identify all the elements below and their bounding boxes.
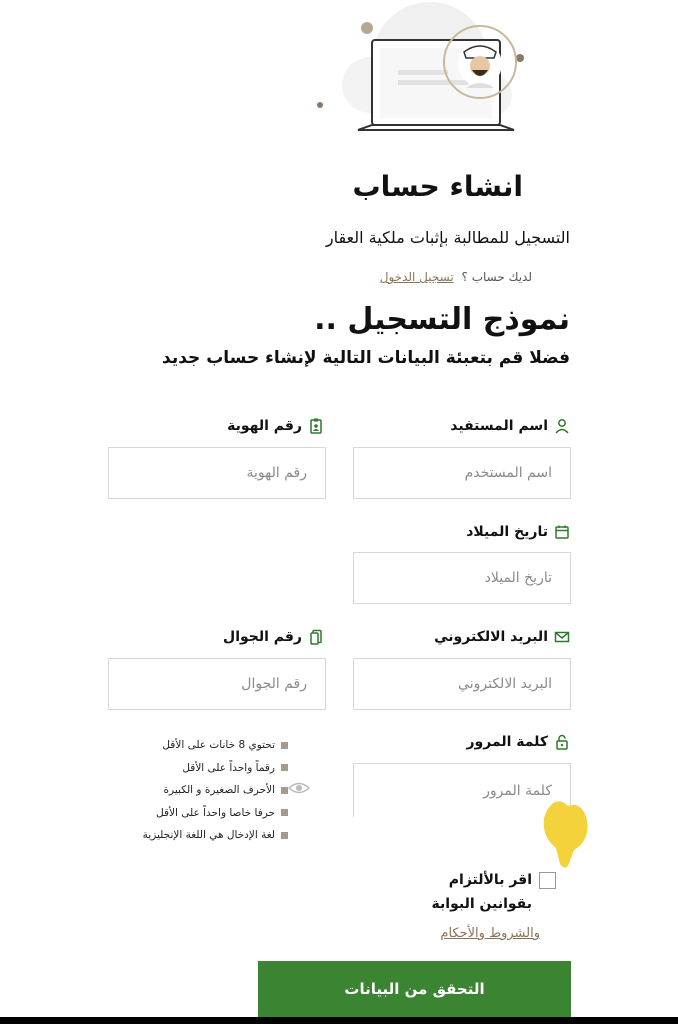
user-icon <box>554 418 570 434</box>
pointing-hand-icon <box>538 800 590 870</box>
mobile-label: رقم الجوال <box>223 629 324 645</box>
page-title: انشاء حساب <box>352 170 523 203</box>
terms-conditions-link[interactable]: والشروط والأحكام <box>440 926 540 941</box>
id-badge-icon <box>308 418 324 434</box>
form-description: فضلا قم بتعبئة البيانات التالية لإنشاء حساب جديد <box>162 348 570 368</box>
mobile-icon <box>308 629 324 645</box>
password-rule: تحتوي 8 خانات على الأقل <box>143 734 288 757</box>
lock-icon <box>554 734 570 750</box>
password-rules <box>143 734 288 847</box>
id-number-input[interactable]: رقم الهوية <box>108 447 326 499</box>
beneficiary-input[interactable]: اسم المستخدم <box>353 447 571 499</box>
password-rule: رقماً واحداً على الأقل <box>143 757 288 780</box>
have-account-label: لديك حساب ؟ <box>461 270 532 284</box>
eye-icon[interactable] <box>288 780 310 796</box>
mobile-input[interactable]: رقم الجوال <box>108 658 326 710</box>
beneficiary-label: اسم المستفيد <box>450 418 570 434</box>
have-account-text <box>380 270 532 284</box>
email-label: البريد الالكتروني <box>434 629 570 645</box>
password-rule: الأحرف الصغيرة و الكبيرة <box>143 779 288 802</box>
birth-date-input[interactable]: تاريخ الميلاد <box>353 552 571 604</box>
page-subtitle: التسجيل للمطالبة بإثبات ملكية العقار <box>325 228 570 247</box>
terms-checkbox[interactable] <box>539 872 556 889</box>
birth-date-label: تاريخ الميلاد <box>466 524 570 540</box>
login-link[interactable]: تسجيل الدخول <box>379 270 454 284</box>
password-rule: حرفا خاصا واحداً على الأقل <box>143 802 288 825</box>
calendar-icon <box>554 524 570 540</box>
password-input[interactable]: كلمة المرور <box>353 763 571 817</box>
hero-illustration <box>300 0 540 150</box>
bottom-bar <box>0 1017 678 1024</box>
email-input[interactable]: البريد الالكتروني <box>353 658 571 710</box>
password-label: كلمة المرور <box>466 734 570 750</box>
envelope-icon <box>554 629 570 645</box>
id-number-label: رقم الهوية <box>227 418 324 434</box>
terms-label: اقر بالألتزام بقوانين البوابة <box>431 872 532 912</box>
password-rule: لغة الإدخال هي اللغة الإنجليزية <box>143 824 288 847</box>
verify-data-button[interactable]: التحقق من البيانات <box>258 961 571 1017</box>
form-title: نموذج التسجيل .. <box>314 302 570 337</box>
